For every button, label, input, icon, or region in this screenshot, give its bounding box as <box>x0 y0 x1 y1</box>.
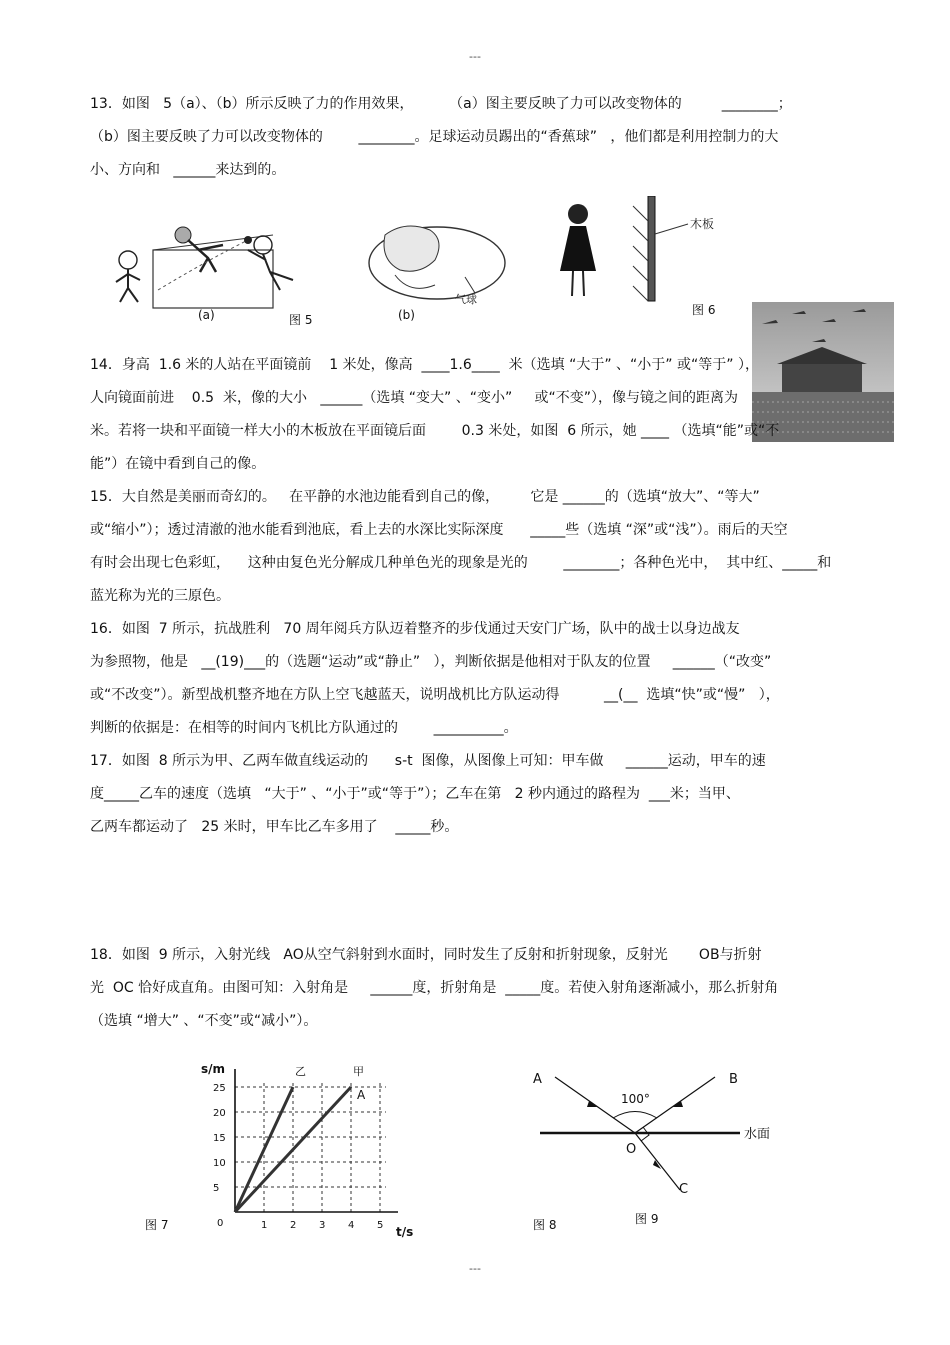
st-axes <box>235 1069 398 1212</box>
q15-line-4: 蓝光称为光的三原色。 <box>90 588 230 604</box>
q13-line-2: （b）图主要反映了力可以改变物体的 ________。足球运动员踢出的“香蕉球” ，他们都是利用控制力的大 <box>90 129 779 145</box>
ball <box>244 236 252 244</box>
q18-line-1: 18．如图 9 所示，入射光线 AO从空气斜射到水面时，同时发生了反射和折射现象，反射光 OB与折射 <box>90 947 762 963</box>
q15-line-1: 15．大自然是美丽而奇幻的。 在平静的水池边能看到自己的像， 它是 ______的（选填“放大”、“等大” <box>90 489 760 505</box>
figure-5b-illustration <box>355 215 515 310</box>
goal-frame <box>153 250 273 308</box>
q16-line-2: 为参照物，他是 __(19)___的（选题“运动”或“静止” ），判断依据是他相对于队友的位置 ______（“改变” <box>90 654 772 670</box>
q17-line-3: 乙两车都运动了 25 米时，甲车比乙车多用了 _____秒。 <box>90 819 459 835</box>
q14-line-2: 人向镜面前进 0.5 米，像的大小 ______（选填 “变大” 、“变小” 或“不变”），像与镜之间的距离为 <box>90 390 738 406</box>
player-left-head <box>119 251 137 269</box>
x-tick-label: 4 <box>348 1220 355 1231</box>
point-o-label: O <box>626 1142 637 1157</box>
x-tick-label: 5 <box>377 1220 384 1231</box>
series-name-label: 甲 <box>353 1065 364 1078</box>
point-a-label: A <box>533 1072 542 1087</box>
figure-6-illustration <box>548 196 728 306</box>
y-axis-label: s/m <box>201 1062 226 1076</box>
angle-arc <box>613 1112 657 1119</box>
series-name-label: 乙 <box>295 1065 306 1078</box>
fig5-caption: 图 5 <box>289 313 313 327</box>
fig6-caption: 图 6 <box>692 303 716 317</box>
figure-5a-illustration <box>98 210 328 310</box>
angle-label: 100° <box>621 1092 650 1106</box>
girl-dress <box>560 226 596 271</box>
wooden-board <box>648 196 655 301</box>
point-c-label: C <box>679 1182 689 1197</box>
q16-line-4: 判断的依据是：在相等的时间内飞机比方队通过的 __________。 <box>90 720 518 736</box>
y-tick-label: 15 <box>213 1133 226 1144</box>
origin-label: 0 <box>217 1218 224 1229</box>
x-axis-label: t/s <box>396 1225 414 1239</box>
q14-line-3: 米。若将一块和平面镜一样大小的木板放在平面镜后面 0.3 米处，如图 6 所示，她 ____ （选填“能”或“不 <box>90 423 780 439</box>
point-b-label: B <box>729 1072 738 1087</box>
fig5-label-b: (b) <box>398 308 415 322</box>
q16-line-3: 或“不改变”）。新型战机整齐地在方队上空飞越蓝天，说明战机比方队运动得 __(__ 选填“快”或“慢” ）， <box>90 687 780 703</box>
q16-line-1: 16．如图 7 所示，抗战胜利 70 周年阅兵方队迈着整齐的步伐通过天安门广场，队中的战士以身边战友 <box>90 621 740 637</box>
y-tick-label: 5 <box>213 1183 220 1194</box>
q17-line-1: 17．如图 8 所示为甲、乙两车做直线运动的 s-t 图像，从图像上可知：甲车做 ______运动，甲车的速 <box>90 753 766 769</box>
fig8-caption: 图 8 <box>533 1218 557 1232</box>
header-dashes: --- <box>469 50 481 63</box>
x-tick-label: 2 <box>290 1220 297 1231</box>
water-label: 水面 <box>744 1127 771 1142</box>
tiananmen-gate <box>782 362 862 392</box>
q14-line-4: 能”）在镜中看到自己的像。 <box>90 456 266 472</box>
reflected-arrow <box>673 1101 683 1107</box>
fig7-caption: 图 7 <box>145 1218 169 1232</box>
fig9-caption: 图 9 <box>635 1212 659 1226</box>
st-grid <box>235 1083 386 1212</box>
girl-head <box>568 204 588 224</box>
incident-arrow <box>587 1101 597 1107</box>
q15-line-2: 或“缩小”）；透过清澈的池水能看到池底，看上去的水深比实际深度 _____些（选填 “深”或“浅”）。雨后的天空 <box>90 522 788 538</box>
st-graph <box>195 1060 435 1250</box>
y-tick-label: 20 <box>213 1108 226 1119</box>
x-tick-label: 3 <box>319 1220 326 1231</box>
q13-line-3: 小、方向和 ______来达到的。 <box>90 162 286 178</box>
goalkeeper-head <box>254 236 272 254</box>
footer-dashes: --- <box>469 1262 481 1275</box>
q13-line-1: 13．如图 5（a）、（b）所示反映了力的作用效果， （a）图主要反映了力可以改变物体的 ________； <box>90 96 792 112</box>
q17-line-2: 度_____乙车的速度（选填 “大于” 、“小于”或“等于”）；乙车在第 2 秒内通过的路程为 ___米；当甲、 <box>90 786 740 802</box>
q18-line-3: （选填 “增大” 、“不变”或“减小”）。 <box>90 1013 318 1029</box>
refracted-ray-oc <box>635 1133 680 1190</box>
fig5-label-a: (a) <box>198 308 215 322</box>
q14-line-1: 14．身高 1.6 米的人站在平面镜前 1 米处，像高 ____1.6____ 米（选填 “大于” 、“小于” 或“等于” ）， <box>90 357 759 373</box>
q15-line-3: 有时会出现七色彩虹， 这种由复色光分解成几种单色光的现象是光的 ________；各种色光中， 其中红、_____和 <box>90 555 832 571</box>
board-label: 木板 <box>690 217 715 231</box>
q18-line-2: 光 OC 恰好成直角。由图可知：入射角是 ______度，折射角是 _____度。若使入射角逐渐减小，那么折射角 <box>90 980 779 996</box>
x-tick-label: 1 <box>261 1220 268 1231</box>
series-end-label: A <box>357 1088 366 1102</box>
y-tick-label: 25 <box>213 1083 226 1094</box>
y-tick-label: 10 <box>213 1158 226 1169</box>
balloon-label: 气球 <box>455 293 477 306</box>
figure-9-optics <box>525 1065 790 1205</box>
